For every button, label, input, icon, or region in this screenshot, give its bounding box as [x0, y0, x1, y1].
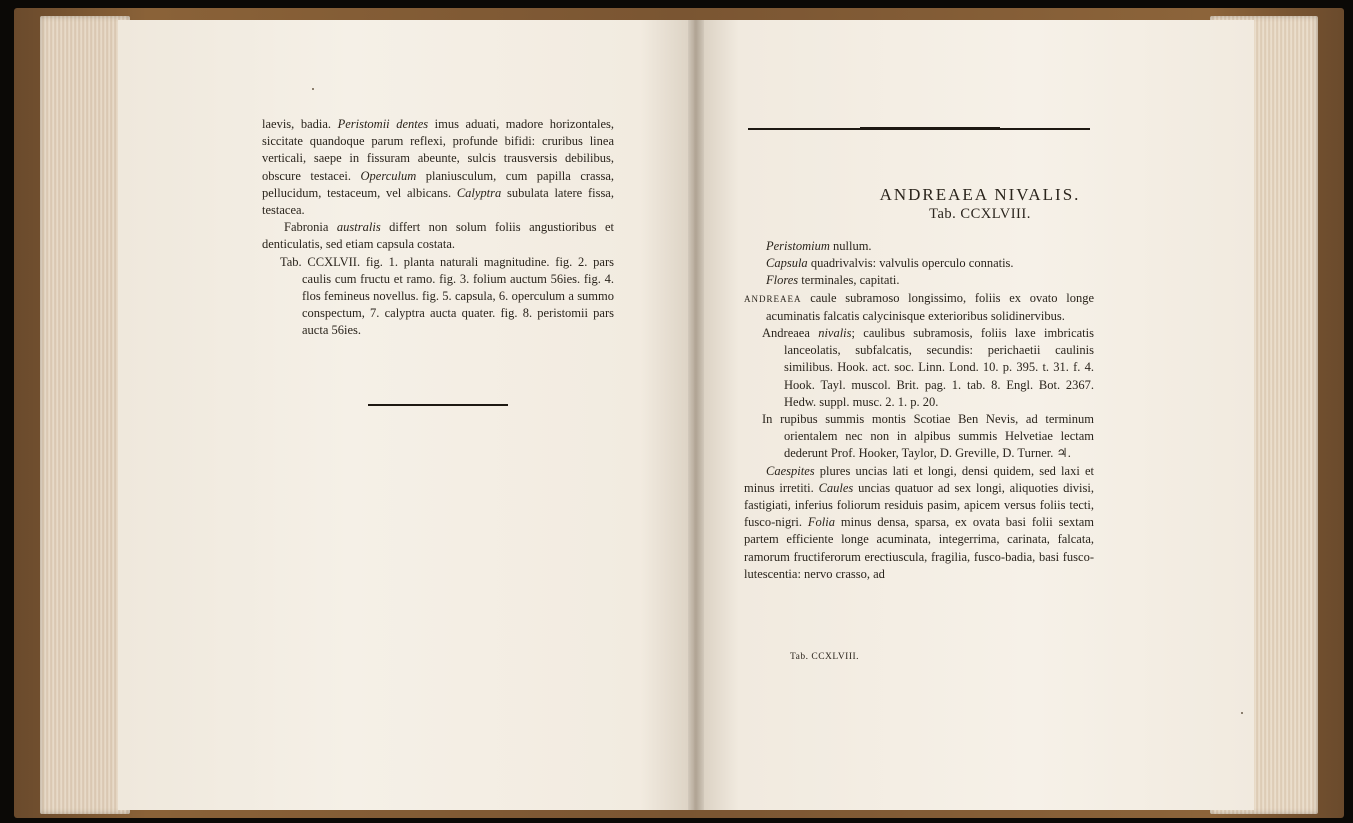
text-run: plures uncias lati et longi, densi quidem, sed laxi et minus irretiti. — [744, 463, 1094, 495]
paragraph-diagnosis — [744, 290, 1094, 325]
paragraph-synonymy — [744, 325, 1094, 411]
text-run: differt non solum foliis angustioribus et denticulatis, sed etiam capsula costata. — [262, 220, 614, 252]
italic-term: nivalis — [818, 326, 852, 341]
line-capsula — [744, 255, 1094, 272]
italic-term: Peristomium — [766, 239, 830, 253]
text-run: Andreaea — [762, 326, 819, 341]
italic-term: Peristomii dentes — [337, 117, 429, 131]
paragraph-fabronia-comparison — [262, 219, 614, 253]
right-text-block — [744, 238, 1094, 583]
page-signature: Tab. CCXLVIII. — [790, 652, 860, 662]
text-run: uncias quatuor ad sex longi, aliquoties divisi, fastigiati, inferius foliorum residuis pasim, apicem versus foliis tecti, fusco-nigri. — [744, 480, 1094, 530]
page-mark — [312, 88, 314, 90]
paragraph-peristome-description — [262, 116, 614, 219]
italic-term: Caespites — [766, 463, 815, 478]
italic-term: Operculum — [360, 168, 417, 183]
left-ornament-rule — [368, 404, 508, 406]
left-text-block — [262, 116, 614, 340]
text-run: subulata latere fissa, testacea. — [262, 185, 614, 218]
italic-term: Flores — [766, 273, 799, 288]
text-run: quadrivalvis: valvulis operculo connatis. — [807, 256, 1014, 271]
diagnosis-genus-label: ANDREAEA — [744, 293, 802, 304]
italic-term: Caules — [818, 480, 854, 495]
italic-term: Calyptra — [456, 185, 502, 200]
text-run: planiusculum, cum papilla crassa, pellucidum, testaceum, vel albicans. — [262, 168, 614, 200]
italic-term: Capsula — [766, 256, 808, 271]
paragraph-description — [744, 463, 1094, 583]
species-title: ANDREAEA NIVALIS. — [879, 185, 1081, 204]
diagnosis-text: caule subramoso longissimo, foliis ex ovato longe acuminatis falcatis calycinisque exterioribus solidinervibus. — [766, 290, 1094, 323]
italic-term: australis — [336, 220, 381, 235]
text-run: nullum. — [829, 239, 872, 253]
top-rule-thick — [860, 127, 1000, 130]
page-mark — [1241, 712, 1243, 714]
book-gutter — [688, 20, 704, 810]
left-page-edges — [40, 16, 130, 814]
text-run: terminales, capitati. — [798, 273, 900, 288]
text-run: ; caulibus subramosis, foliis laxe imbricatis lanceolatis, subfalcatis, secundis: perichaetii caulinis similibus. Hook. act. soc. Linn. Lond. 10. p. 395. t. 31. f. 4. Hook. Tayl. muscol. Brit. pag. 1. tab. 8. Engl. Bot. 2367. Hedw. suppl. musc. 2. 1. p. 20. — [784, 326, 1094, 409]
paragraph-plate-explanation: Tab. CCXLVII. fig. 1. planta naturali magnitudine. fig. 2. pars caulis cum fructu et ramo. fig. 3. folium auctum 56ies. fig. 4. flos femineus novellus. fig. 5. capsula, 6. operculum a summo conspectum, 7. calyptra aucta quater. fig. 8. peristomii pars aucta 56ies. — [280, 254, 614, 338]
text-run: Fabronia — [284, 220, 337, 235]
text-run: imus aduati, madore horizontales, siccitate quandoque parum reflexi, profunde bifidi: cruribus linea verticali, saepe in fissuram abeunte, sulcis trausversis debilibus, obscure testacei. — [262, 117, 614, 183]
italic-term: Folia — [807, 515, 835, 530]
text-run: laevis, badia. — [262, 117, 338, 131]
line-peristomium — [744, 238, 1094, 255]
text-run: minus densa, sparsa, ex ovata basi folii sextam partem efficiente longe acuminata, integerrima, carinata, falcata, ramorum fructiferorum erectiuscula, fragilia, fusco-badia, basi fusco-lutescentia: nervo crasso, ad — [744, 515, 1094, 581]
line-flores — [744, 272, 1094, 289]
plate-number: Tab. CCXLVIII. — [929, 206, 1031, 222]
paragraph-habitat: In rupibus summis montis Scotiae Ben Nevis, ad terminum orientalem nec non in alpibus summis Helvetiae lectam dederunt Prof. Hooker, Taylor, D. Greville, D. Turner. ♃. — [762, 412, 1094, 461]
